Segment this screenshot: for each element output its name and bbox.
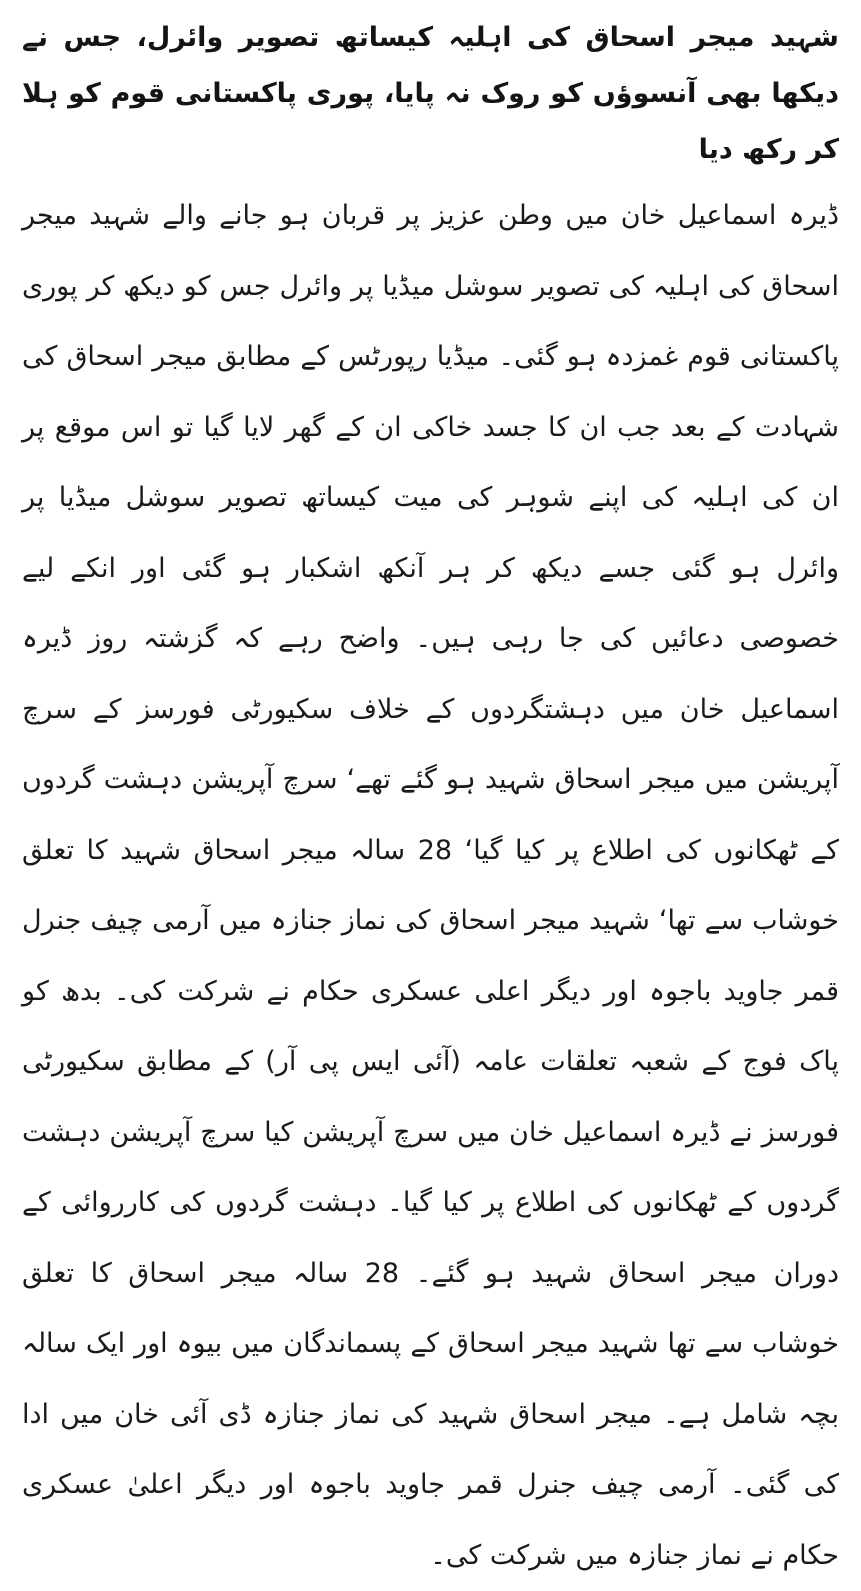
article-headline: شہید میجر اسحاق کی اہلیہ کیساتھ تصویر وائرل، جس نے دیکھا بھی آنسوؤں کو روک نہ پایا، پوری پاکستانی قوم کو ہلا کر رکھ دیا [22, 22, 839, 165]
article-body: ڈیرہ اسماعیل خان میں وطن عزیز پر قربان ہو جانے والے شہید میجر اسحاق کی اہلیہ کی تصویر سوشل میڈیا پر وائرل جس کو دیکھ کر پوری پاکستانی قوم غمزدہ ہو گئی۔ میڈیا رپورٹس کے مطابق میجر اسحاق کی شہادت کے بعد جب ان کا جسد خاکی ان کے گھر لایا گیا تو اس موقع پر ان کی اہلیہ کی اپنے شوہر کی میت کیساتھ تصویر سوشل میڈیا پر وائرل ہو گئی جسے دیکھ کر ہر آنکھ اشکبار ہو گئی اور انکے لیے خصوصی دعائیں کی جا رہی ہیں۔ واضح رہے کہ گزشتہ روز ڈیرہ اسماعیل خان میں دہشتگردوں کے خلاف سکیورٹی فورسز کے سرچ آپریشن میں میجر اسحاق شہید ہو گئے تھے‘ سرچ آپریشن دہشت گردوں کے ٹھکانوں کی اطلاع پر کیا گیا‘ 28 سالہ میجر اسحاق شہید کا تعلق خوشاب سے تھا‘ شہید میجر اسحاق کی نماز جنازہ میں آرمی چیف جنرل قمر جاوید باجوہ اور دیگر اعلی عسکری حکام نے شرکت کی۔ بدھ کو پاک فوج کے شعبہ تعلقات عامہ (آئی ایس پی آر) کے مطابق سکیورٹی فورسز نے ڈیرہ اسماعیل خان میں سرچ آپریشن کیا سرچ آپریشن دہشت گردوں کے ٹھکانوں کی اطلاع پر کیا گیا۔ دہشت گردوں کی کارروائی کے دوران میجر اسحاق شہید ہو گئے۔ 28 سالہ میجر اسحاق کا تعلق خوشاب سے تھا شہید میجر اسحاق کے پسماندگان میں بیوہ اور ایک سالہ بچہ شامل ہے۔ میجر اسحاق شہید کی نماز جنازہ ڈی آئی خان میں ادا کی گئی۔ آرمی چیف جنرل قمر جاوید باجوہ اور دیگر اعلیٰ عسکری حکام نے نماز جنازہ میں شرکت کی۔ [22, 200, 839, 1571]
